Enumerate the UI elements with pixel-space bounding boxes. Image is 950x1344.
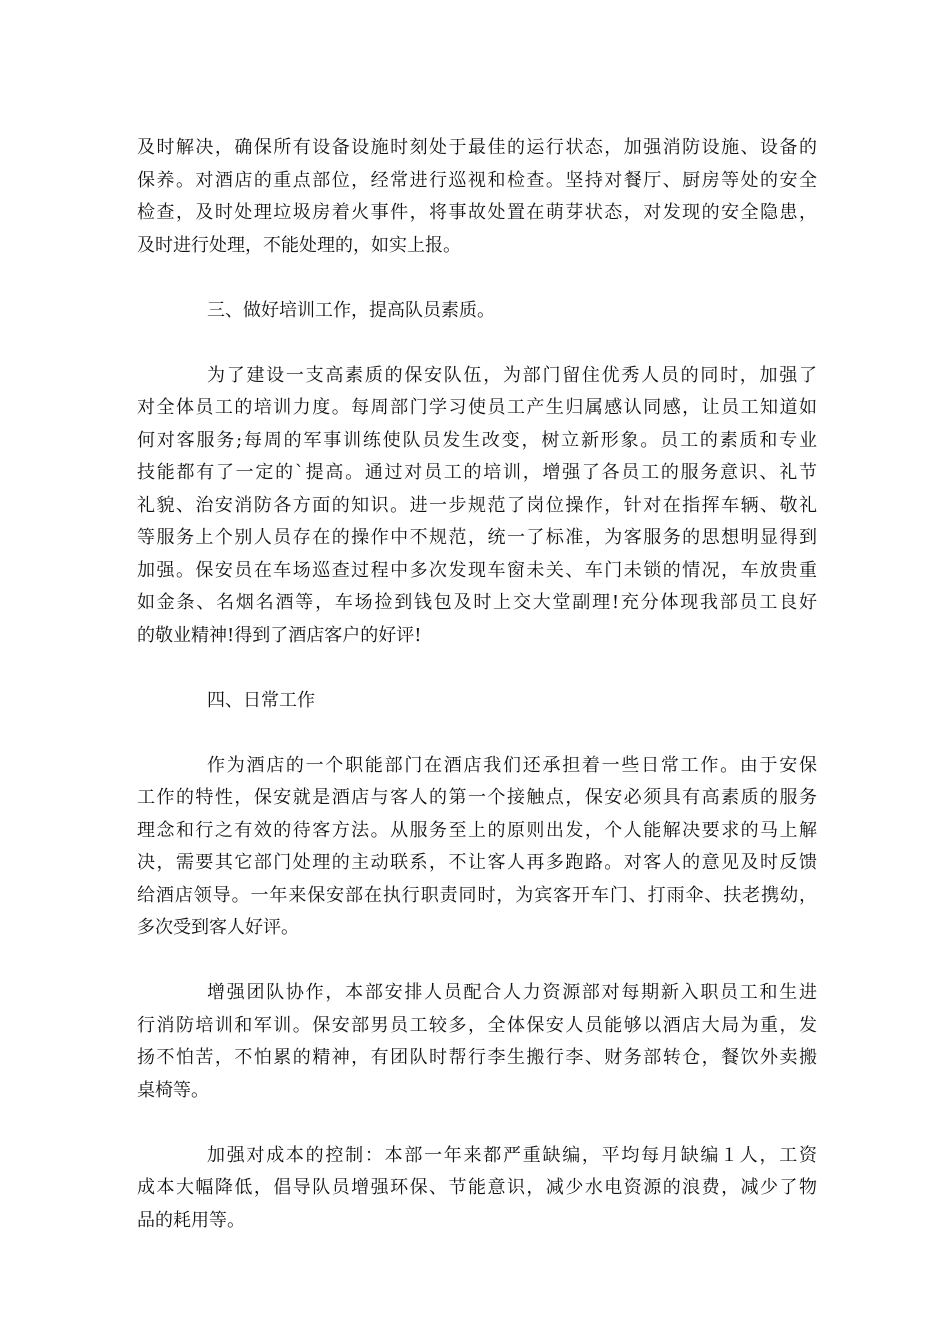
paragraph-gap	[137, 262, 817, 295]
text-line: 给酒店领导。一年来保安部在执行职责同时，为宾客开车门、打雨伞、扶老携幼，	[137, 884, 817, 906]
section-heading-training	[137, 295, 817, 328]
text-line: 加强对成本的控制：本部一年来都严重缺编，平均每月缺编１人，工资	[207, 1144, 817, 1166]
paragraph-gap	[137, 945, 817, 978]
text-line: 工作的特性，保安就是酒店与客人的第一个接触点，保安必须具有高素质的服务	[137, 787, 817, 808]
text-line: 何对客服务;每周的军事训练使队员发生改变，树立新形象。员工的素质和专业	[137, 429, 817, 451]
text-line: 扬不怕苦，不怕累的精神，有团队时帮行李生搬行李、财务部转仓，餐饮外卖搬	[137, 1047, 817, 1068]
text-line: 品的耗用等。	[137, 1209, 245, 1231]
text-line: 行消防培训和军训。保安部男员工较多，全体保安人员能够以酒店大局为重，发	[137, 1014, 817, 1036]
text-line: 为了建设一支高素质的保安队伍，为部门留住优秀人员的同时，加强了	[207, 364, 817, 386]
paragraph-training	[137, 360, 817, 653]
text-line: 加强。保安员在车场巡查过程中多次发现车窗未关、车门未锁的情况，车放贵重	[137, 559, 817, 581]
text-line: 如金条、名烟名酒等，车场捡到钱包及时上交大堂副理!充分体现我部员工良好	[137, 592, 817, 613]
text-line: 技能都有了一定的`提高。通过对员工的培训，增强了各员工的服务意识、礼节	[137, 462, 817, 483]
text-line: 成本大幅降低，倡导队员增强环保、节能意识，减少水电资源的浪费，减少了物	[137, 1177, 817, 1198]
heading-text: 三、做好培训工作，提高队员素质。	[207, 299, 495, 321]
text-line: 保养。对酒店的重点部位，经常进行巡视和检查。坚持对餐厅、厨房等处的安全	[137, 169, 817, 191]
document-body	[137, 132, 817, 1237]
paragraph-gap	[137, 652, 817, 685]
text-line: 决，需要其它部门处理的主动联系，不让客人再多跑路。对客人的意见及时反馈	[137, 852, 817, 873]
text-line: 及时解决，确保所有设备设施时刻处于最佳的运行状态，加强消防设施、设备的	[137, 137, 817, 158]
paragraph-gap	[137, 1107, 817, 1140]
text-line: 理念和行之有效的待客方法。从服务至上的原则出发，个人能解决要求的马上解	[137, 819, 817, 841]
paragraph-gap	[137, 717, 817, 750]
text-line: 对全体员工的培训力度。每周部门学习使员工产生归属感认同感，让员工知道如	[137, 397, 817, 418]
paragraph-cost-control	[137, 1140, 817, 1238]
paragraph-daily-work	[137, 750, 817, 945]
heading-text: 四、日常工作	[207, 689, 315, 711]
text-line: 桌椅等。	[137, 1079, 209, 1101]
text-line: 多次受到客人好评。	[137, 917, 299, 938]
text-line: 增强团队协作，本部安排人员配合人力资源部对每期新入职员工和生进	[207, 982, 817, 1003]
paragraph-continuation	[137, 132, 817, 262]
paragraph-teamwork	[137, 977, 817, 1107]
text-line: 及时进行处理，不能处理的，如实上报。	[137, 234, 461, 256]
text-line: 作为酒店的一个职能部门在酒店我们还承担着一些日常工作。由于安保	[207, 754, 817, 776]
text-line: 礼貌、治安消防各方面的知识。进一步规范了岗位操作，针对在指挥车辆、敬礼	[137, 494, 817, 516]
text-line: 的敬业精神!得到了酒店客户的好评!	[137, 624, 422, 646]
paragraph-gap	[137, 327, 817, 360]
section-heading-daily-work	[137, 685, 817, 718]
text-line: 等服务上个别人员存在的操作中不规范，统一了标准，为客服务的思想明显得到	[137, 527, 817, 548]
text-line: 检查，及时处理垃圾房着火事件，将事故处置在萌芽状态，对发现的安全隐患，	[137, 202, 817, 223]
